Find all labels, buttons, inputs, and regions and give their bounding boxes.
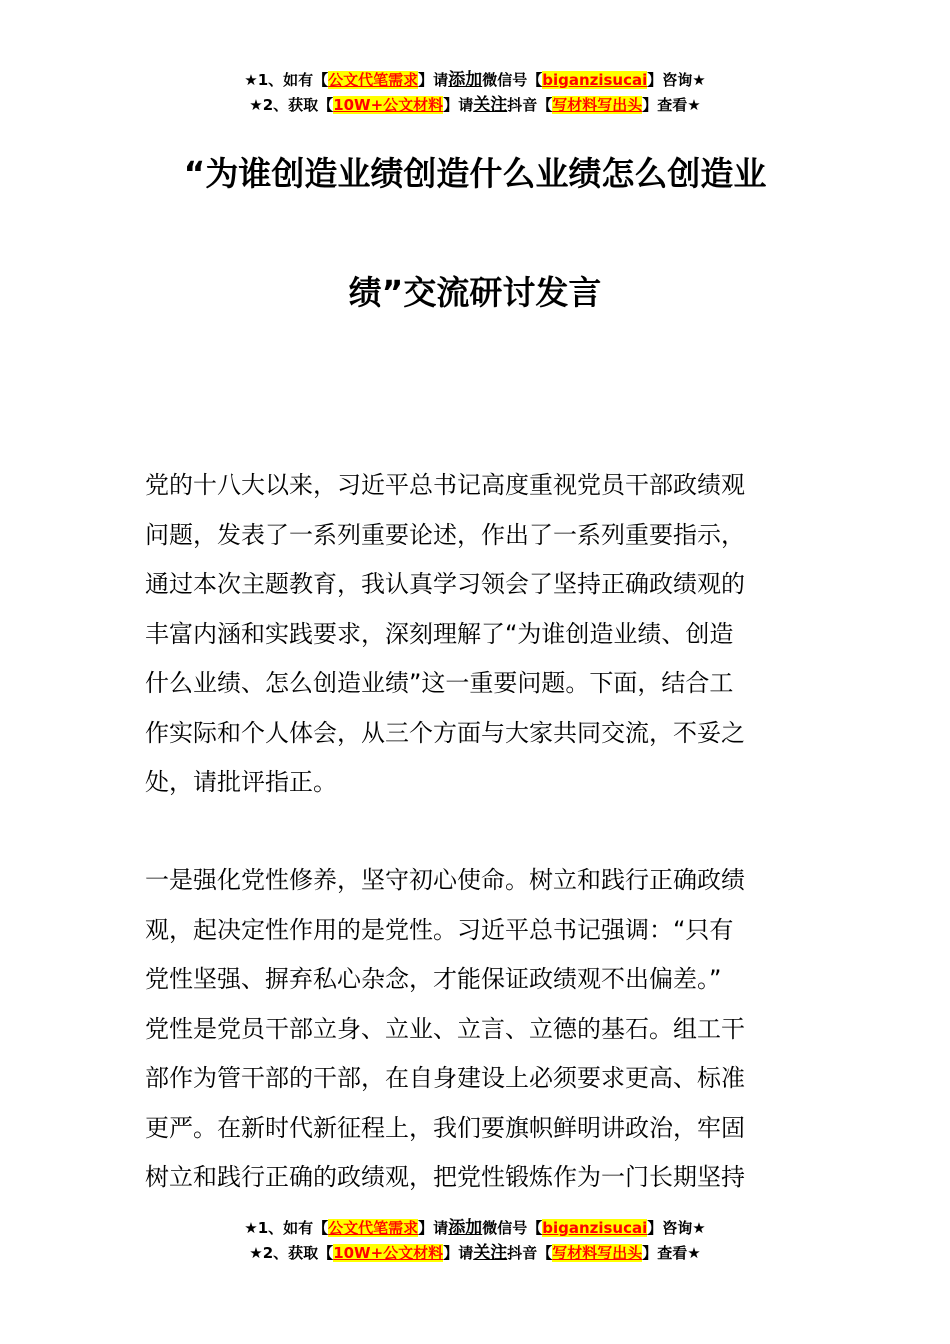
- document-title-line-2: 绩”交流研讨发言: [348, 273, 602, 312]
- text-line: 部作为管干部的干部，在自身建设上必须要求更高、标准: [145, 1064, 745, 1092]
- promo-underline: 添加: [448, 70, 483, 90]
- promo-text: 微信号【: [482, 71, 543, 89]
- text-line: 处，请批评指正。: [145, 768, 337, 796]
- douyin-account-highlight: 写材料写出头: [552, 96, 643, 114]
- text-line: 丰富内涵和实践要求，深刻理解了“为谁创造业绩、创造: [145, 619, 734, 648]
- promo-highlight: 公文代笔需求: [328, 1219, 419, 1237]
- promo-underline: 添加: [448, 1218, 483, 1238]
- text-line: 通过本次主题教育，我认真学习领会了坚持正确政绩观的: [145, 570, 745, 598]
- text-line: 一是强化党性修养，坚守初心使命。树立和践行正确政绩: [145, 866, 745, 894]
- promo-banner-top: [0, 68, 950, 118]
- promo-text: 】请: [443, 1244, 474, 1262]
- promo-text: ★2、获取【: [249, 96, 334, 114]
- text-line: 树立和践行正确的政绩观，把党性锻炼作为一门长期坚持: [145, 1163, 745, 1191]
- paragraph-point-one: [145, 856, 810, 1203]
- promo-highlight: 10W+公文材料: [333, 1244, 444, 1262]
- text-line: 党性坚强、摒弃私心杂念，才能保证政绩观不出偏差。”: [145, 965, 722, 993]
- text-line: 作实际和个人体会，从三个方面与大家共同交流，不妥之: [145, 718, 745, 747]
- wechat-id-highlight: biganzisucai: [542, 1219, 648, 1237]
- promo-banner-bottom: [0, 1216, 950, 1266]
- douyin-account-highlight: 写材料写出头: [552, 1244, 643, 1262]
- document-title-line-1: “为谁创造业绩创造什么业绩怎么创造业: [183, 154, 767, 193]
- promo-text: 】咨询★: [647, 71, 706, 89]
- promo-line-1: [0, 1216, 950, 1241]
- paragraph-intro: [145, 461, 810, 808]
- promo-text: 】请: [418, 71, 449, 89]
- promo-text: ★1、如有【: [244, 71, 329, 89]
- promo-line-2: [0, 1241, 950, 1266]
- promo-highlight: 公文代笔需求: [328, 71, 419, 89]
- promo-text: 】请: [418, 1219, 449, 1237]
- text-line: 更严。在新时代新征程上，我们要旗帜鲜明讲政治，牢固: [145, 1113, 745, 1142]
- text-line: 问题，发表了一系列重要论述，作出了一系列重要指示，: [145, 520, 745, 549]
- promo-highlight: 10W+公文材料: [333, 96, 444, 114]
- promo-text: ★2、获取【: [249, 1244, 334, 1262]
- text-line: 党的十八大以来，习近平总书记高度重视党员干部政绩观: [145, 471, 745, 499]
- text-line: 观，起决定性作用的是党性。习近平总书记强调：“只有: [145, 915, 734, 944]
- wechat-id-highlight: biganzisucai: [542, 71, 648, 89]
- promo-text: 】请: [443, 96, 474, 114]
- promo-line-2: [0, 93, 950, 118]
- promo-text: 抖音【: [507, 1244, 553, 1262]
- promo-text: ★1、如有【: [244, 1219, 329, 1237]
- promo-text: 】查看★: [642, 96, 701, 114]
- promo-underline: 关注: [473, 1243, 508, 1263]
- promo-text: 抖音【: [507, 96, 553, 114]
- text-line: 什么业绩、怎么创造业绩”这一重要问题。下面，结合工: [145, 669, 734, 697]
- promo-text: 微信号【: [482, 1219, 543, 1237]
- promo-text: 】咨询★: [647, 1219, 706, 1237]
- promo-underline: 关注: [473, 95, 508, 115]
- text-line: 党性是党员干部立身、立业、立言、立德的基石。组工干: [145, 1014, 745, 1043]
- promo-text: 】查看★: [642, 1244, 701, 1262]
- promo-line-1: [0, 68, 950, 93]
